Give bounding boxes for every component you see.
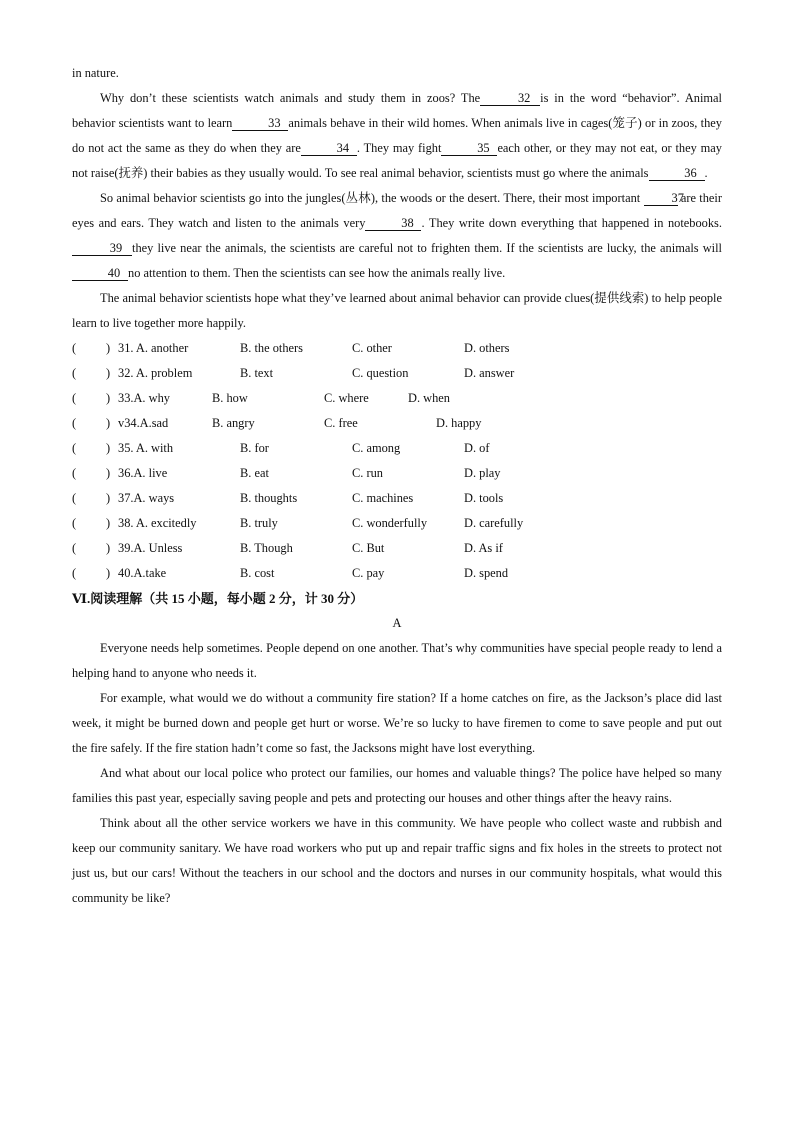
answer-paren-close: ) bbox=[106, 341, 111, 355]
option-d[interactable]: D. As if bbox=[464, 541, 503, 555]
option-a[interactable]: 32. A. problem bbox=[118, 366, 193, 380]
blank-39[interactable]: 39 bbox=[72, 241, 132, 256]
answer-paren-open[interactable]: ( bbox=[72, 491, 77, 505]
option-b[interactable]: B. text bbox=[240, 366, 274, 380]
answer-paren-open[interactable]: ( bbox=[72, 366, 77, 380]
answer-paren-open[interactable]: ( bbox=[72, 541, 77, 555]
answer-paren-close: ) bbox=[106, 491, 111, 505]
blank-40[interactable]: 40 bbox=[72, 266, 128, 281]
answer-paren-open[interactable]: ( bbox=[72, 441, 77, 455]
option-row bbox=[72, 536, 722, 561]
option-b[interactable]: B. eat bbox=[240, 466, 269, 480]
passage-paragraph-2: So animal behavior scientists go into the jungles(丛林), the woods or the desert. There, their most important 37 are their eyes and ears. They watch and listen to the animals very 38 . They write down everything that happened in notebooks.39 they live near the animals, the scientists are careful not to frighten them. If the scientists are lucky, the animals will40 no attention to them. Then the scientists can see how the animals really live. bbox=[72, 191, 722, 280]
option-row bbox=[72, 486, 722, 511]
blank-34[interactable]: 34 bbox=[301, 141, 357, 156]
option-d[interactable]: D. spend bbox=[464, 566, 509, 580]
option-a[interactable]: 36.A. live bbox=[118, 466, 168, 480]
option-a[interactable]: 37.A. ways bbox=[118, 491, 175, 505]
option-c[interactable]: C. among bbox=[352, 441, 401, 455]
option-c[interactable]: C. pay bbox=[352, 566, 385, 580]
document-page bbox=[72, 61, 722, 911]
option-row bbox=[72, 336, 722, 361]
blank-35[interactable]: 35 bbox=[441, 141, 497, 156]
option-d[interactable]: D. happy bbox=[436, 416, 482, 430]
blank-32[interactable]: 32 bbox=[480, 91, 540, 106]
blank-33[interactable]: 33 bbox=[232, 116, 288, 131]
option-b[interactable]: B. angry bbox=[212, 416, 255, 430]
answer-paren-close: ) bbox=[106, 416, 111, 430]
option-a[interactable]: 39.A. Unless bbox=[118, 541, 183, 555]
option-b[interactable]: B. how bbox=[212, 391, 248, 405]
option-row bbox=[72, 386, 722, 411]
reading-paragraph-3: And what about our local police who protect our families, our homes and valuable things? The police have helped so many families this past year, especially saving people and pets and protecting our houses and other things after the heavy rains. bbox=[72, 766, 722, 805]
option-d[interactable]: D. of bbox=[464, 441, 490, 455]
section-title: Ⅵ.阅读理解（共 15 小题，每小题 2 分，计 30 分） bbox=[72, 591, 364, 606]
answer-paren-open[interactable]: ( bbox=[72, 391, 77, 405]
answer-paren-close: ) bbox=[106, 391, 111, 405]
reading-paragraph-1: Everyone needs help sometimes. People depend on one another. That’s why communities have special people ready to lend a helping hand to anyone who needs it. bbox=[72, 641, 722, 680]
option-d[interactable]: D. others bbox=[464, 341, 510, 355]
passage-paragraph-3: The animal behavior scientists hope what they’ve learned about animal behavior can provide clues(提供线索) to help people learn to live together more happily. bbox=[72, 291, 722, 330]
option-b[interactable]: B. Though bbox=[240, 541, 293, 555]
option-row bbox=[72, 436, 722, 461]
option-c[interactable]: C. other bbox=[352, 341, 392, 355]
option-c[interactable]: C. where bbox=[324, 391, 369, 405]
option-d[interactable]: D. carefully bbox=[464, 516, 524, 530]
option-c[interactable]: C. But bbox=[352, 541, 385, 555]
option-b[interactable]: B. truly bbox=[240, 516, 278, 530]
option-a[interactable]: 33.A. why bbox=[118, 391, 170, 405]
option-c[interactable]: C. machines bbox=[352, 491, 414, 505]
option-b[interactable]: B. cost bbox=[240, 566, 275, 580]
option-row bbox=[72, 561, 722, 586]
option-row bbox=[72, 511, 722, 536]
option-d[interactable]: D. when bbox=[408, 391, 450, 405]
answer-paren-close: ) bbox=[106, 466, 111, 480]
answer-paren-close: ) bbox=[106, 541, 111, 555]
option-b[interactable]: B. for bbox=[240, 441, 269, 455]
option-c[interactable]: C. free bbox=[324, 416, 358, 430]
reading-paragraph-4: Think about all the other service workers we have in this community. We have people who collect waste and rubbish and keep our community sanitary. We have road workers who put up and repair traffic signs and fix holes in the streets to protect not just us, but our cars! Without the teachers in our school and the doctors and nurses in our community hospitals, what would this community be like? bbox=[72, 816, 722, 905]
answer-paren-close: ) bbox=[106, 441, 111, 455]
answer-paren-open[interactable]: ( bbox=[72, 416, 77, 430]
option-a[interactable]: 38. A. excitedly bbox=[118, 516, 197, 530]
answer-paren-open[interactable]: ( bbox=[72, 566, 77, 580]
option-row bbox=[72, 411, 722, 436]
option-d[interactable]: D. play bbox=[464, 466, 501, 480]
answer-paren-open[interactable]: ( bbox=[72, 341, 77, 355]
option-b[interactable]: B. the others bbox=[240, 341, 303, 355]
option-a[interactable]: v34.A.sad bbox=[118, 416, 169, 430]
option-c[interactable]: C. question bbox=[352, 366, 409, 380]
answer-paren-close: ) bbox=[106, 366, 111, 380]
option-d[interactable]: D. tools bbox=[464, 491, 504, 505]
section-subtitle: A bbox=[392, 616, 402, 630]
passage-paragraph-1: Why don’t these scientists watch animals and study them in zoos? The 32 is in the word “behavior”. Animal behavior scientists want to learn 33 animals behave in their wild homes. When animals live in cages(笼子) or in zoos, they do not act the same as they do when they are 34 . They may fight 35 each other, or they may not eat, or they may not raise(抚养) their babies as they usually would. To see real animal behavior, scientists must go where the animals 36 . bbox=[72, 91, 723, 180]
option-a[interactable]: 40.A.take bbox=[118, 566, 167, 580]
option-row bbox=[72, 461, 722, 486]
answer-paren-close: ) bbox=[106, 566, 111, 580]
blank-38[interactable]: 38 bbox=[365, 216, 421, 231]
option-c[interactable]: C. run bbox=[352, 466, 383, 480]
blank-37[interactable]: 37 bbox=[644, 191, 678, 206]
reading-paragraph-2: For example, what would we do without a community fire station? If a home catches on fire, as the Jackson’s place did last week, it might be burned down and people get hurt or worse. We’re so lucky to have firemen to come to save people and put out the fire safely. If the fire station hadn’t come so fast, the Jacksons might have lost everything. bbox=[72, 691, 722, 755]
option-row bbox=[72, 361, 722, 386]
option-a[interactable]: 31. A. another bbox=[118, 341, 189, 355]
passage-line-continuation: in nature. bbox=[72, 66, 119, 80]
answer-paren-close: ) bbox=[106, 516, 111, 530]
option-b[interactable]: B. thoughts bbox=[240, 491, 298, 505]
option-d[interactable]: D. answer bbox=[464, 366, 515, 380]
blank-36[interactable]: 36 bbox=[649, 166, 705, 181]
option-a[interactable]: 35. A. with bbox=[118, 441, 174, 455]
option-c[interactable]: C. wonderfully bbox=[352, 516, 428, 530]
answer-paren-open[interactable]: ( bbox=[72, 516, 77, 530]
answer-paren-open[interactable]: ( bbox=[72, 466, 77, 480]
options-list bbox=[72, 336, 722, 586]
